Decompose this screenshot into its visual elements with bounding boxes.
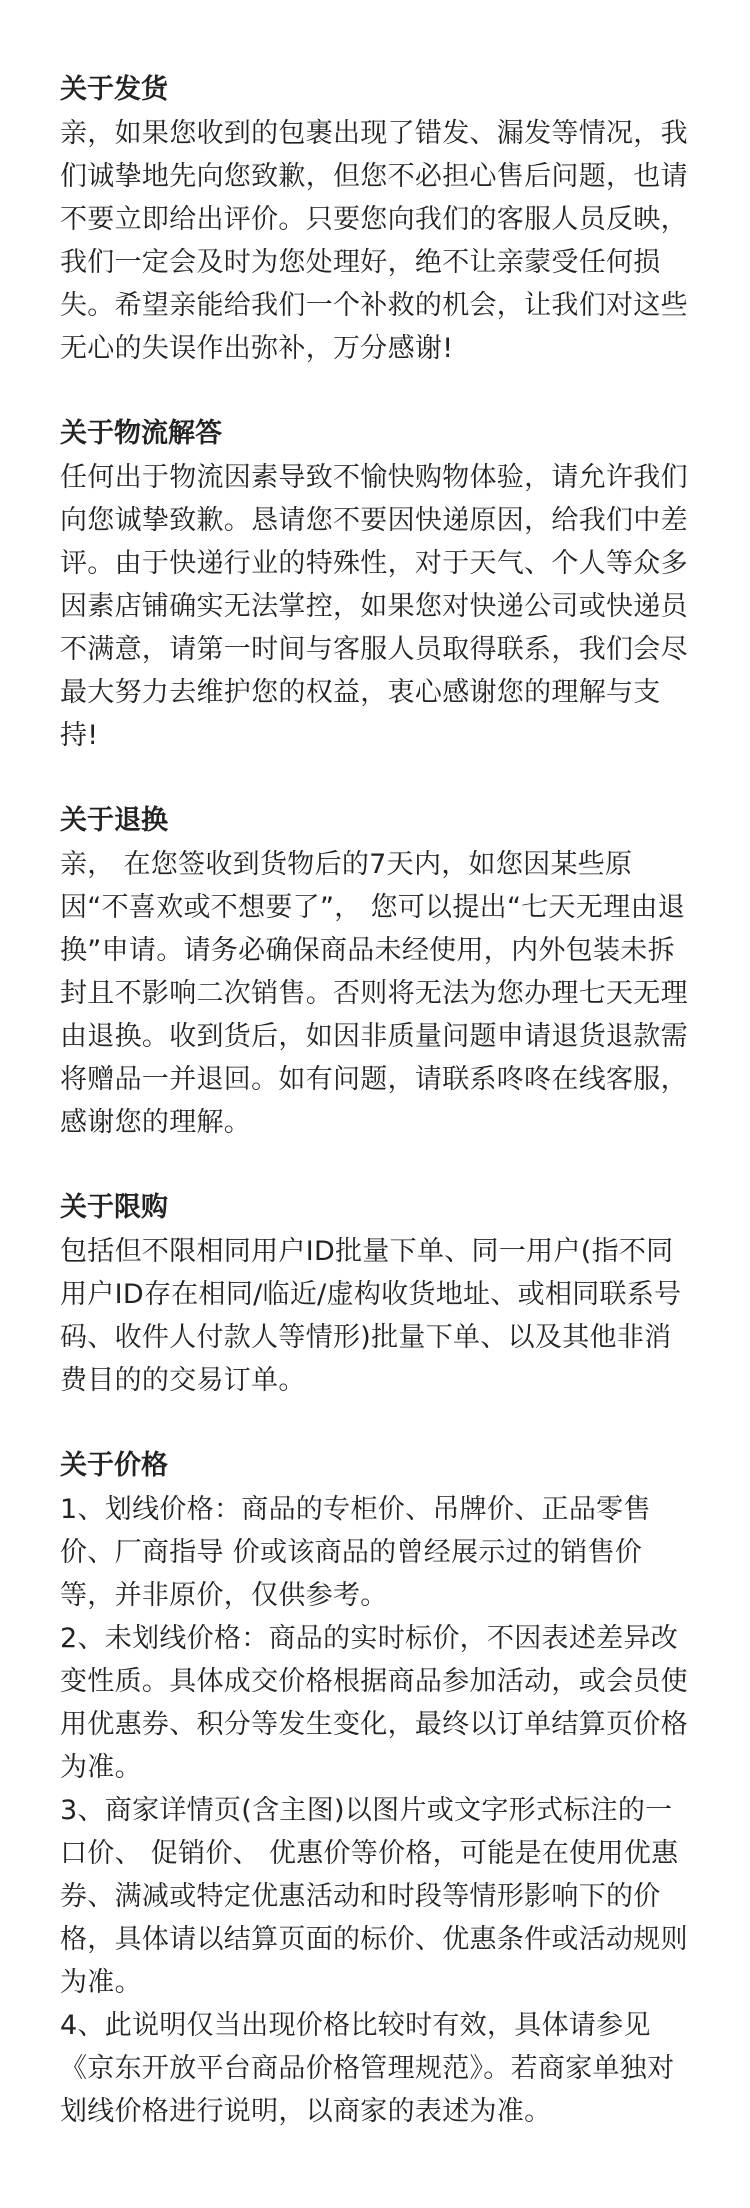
section-shipping	[60, 70, 692, 370]
paragraph: 1、划线价格：商品的专柜价、吊牌价、正品零售价、厂商指导 价或该商品的曾经展示过的销售价等，并非原价，仅供参考。	[60, 1494, 651, 1611]
section-body	[60, 112, 692, 370]
section-returns	[60, 801, 692, 1144]
section-title: 关于价格	[60, 1450, 168, 1481]
section-title: 关于物流解答	[60, 418, 222, 449]
section-body	[60, 1230, 692, 1402]
paragraph: 亲，如果您收到的包裹出现了错发、漏发等情况，我们诚挚地先向您致歉，但您不必担心售后问题，也请不要立即给出评价。只要您向我们的客服人员反映，我们一定会及时为您处理好，绝不让亲蒙受任何损失。希望亲能给我们一个补救的机会，让我们对这些无心的失误作出弥补，万分感谢!	[60, 118, 688, 364]
section-body	[60, 456, 692, 757]
section-title: 关于退换	[60, 805, 168, 836]
paragraph: 2、未划线价格：商品的实时标价，不因表述差异改变性质。具体成交价格根据商品参加活动，或会员使用优惠券、积分等发生变化，最终以订单结算页价格为准。	[60, 1623, 688, 1783]
section-purchase-limit	[60, 1188, 692, 1402]
section-body	[60, 843, 692, 1144]
paragraph: 4、此说明仅当出现价格比较时有效，具体请参见《京东开放平台商品价格管理规范》。若商家单独对划线价格进行说明，以商家的表述为准。	[60, 2010, 675, 2127]
paragraph: 任何出于物流因素导致不愉快购物体验，请允许我们向您诚挚致歉。恳请您不要因快递原因，给我们中差评。由于快递行业的特殊性，对于天气、个人等众多因素店铺确实无法掌控，如果您对快递公司或快递员不满意，请第一时间与客服人员取得联系，我们会尽最大努力去维护您的权益，衷心感谢您的理解与支持!	[60, 462, 688, 751]
section-title: 关于发货	[60, 74, 168, 105]
paragraph: 亲， 在您签收到货物后的7天内，如您因某些原因“不喜欢或不想要了”， 您可以提出“七天无理由退换”申请。请务必确保商品未经使用，内外包装未拆封且不影响二次销售。否则将无法为您办理七天无理由退换。收到货后，如因非质量问题申请退货退款需将赠品一并退回。如有问题，请联系咚咚在线客服，感谢您的理解。	[60, 849, 688, 1138]
section-body	[60, 1488, 692, 2133]
section-logistics	[60, 414, 692, 757]
section-title: 关于限购	[60, 1192, 168, 1223]
paragraph: 包括但不限相同用户ID批量下单、同一用户(指不同用户ID存在相同/临近/虚构收货地址、或相同联系号码、收件人付款人等情形)批量下单、以及其他非消费目的的交易订单。	[60, 1236, 682, 1396]
section-pricing	[60, 1446, 692, 2133]
paragraph: 3、商家详情页(含主图)以图片或文字形式标注的一口价、 促销价、 优惠价等价格，可能是在使用优惠券、满减或特定优惠活动和时段等情形影响下的价格，具体请以结算页面的标价、优惠条件或活动规则为准。	[60, 1795, 688, 1998]
